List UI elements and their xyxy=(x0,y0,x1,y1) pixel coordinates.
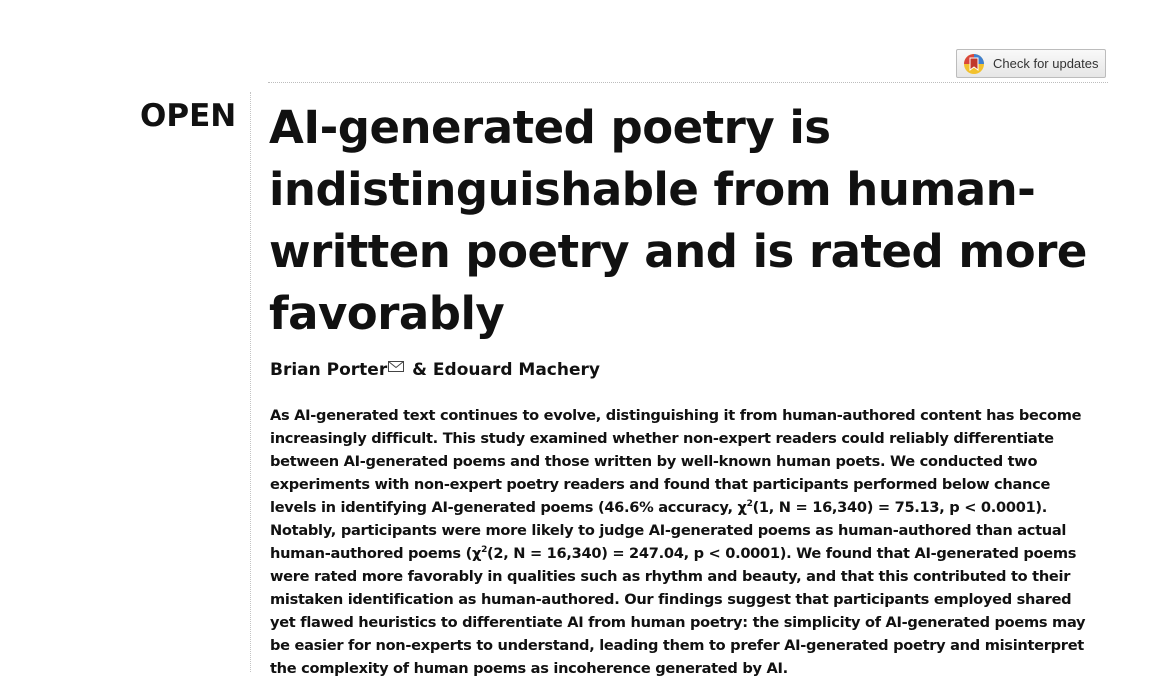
abstract-line: Notably, participants were more likely to judge AI-generated poems as human-authored than actual xyxy=(270,522,1067,539)
abstract-line xyxy=(270,542,1110,565)
check-for-updates-icon xyxy=(963,53,985,75)
title-line: indistinguishable from human- xyxy=(269,163,1036,216)
article-title xyxy=(269,97,1129,345)
abstract-line xyxy=(270,496,1110,519)
abstract-text: human-authored poems (χ xyxy=(270,545,482,562)
abstract-line: be easier for non-experts to understand, leading them to prefer AI-generated poetry and misinterpret xyxy=(270,637,1084,654)
author-list xyxy=(270,360,600,380)
abstract-text: levels in identifying AI-generated poems (46.6% accuracy, χ xyxy=(270,499,747,516)
envelope-icon[interactable] xyxy=(388,361,404,372)
abstract-line: were rated more favorably in qualities such as rhythm and beauty, and that this contributed to their xyxy=(270,568,1071,585)
superscript: 2 xyxy=(746,499,753,510)
margin-divider xyxy=(250,92,251,672)
abstract-line: mistaken identification as human-authored. Our findings suggest that participants employed shared xyxy=(270,591,1072,608)
superscript: 2 xyxy=(481,545,488,556)
author-edouard-machery[interactable]: Edouard Machery xyxy=(432,360,600,380)
header-divider xyxy=(268,82,1108,83)
title-line: AI-generated poetry is xyxy=(269,101,831,154)
abstract xyxy=(270,404,1110,680)
check-for-updates-label: Check for updates xyxy=(993,56,1099,71)
author-separator: & xyxy=(406,360,433,380)
title-line: favorably xyxy=(269,287,505,340)
abstract-text: (2, N = 16,340) = 247.04, p < 0.0001). We found that AI-generated poems xyxy=(487,545,1077,562)
abstract-line: the complexity of human poems as incoherence generated by AI. xyxy=(270,660,788,677)
abstract-line: between AI-generated poems and those written by well-known human poets. We conducted two xyxy=(270,453,1038,470)
title-line: written poetry and is rated more xyxy=(269,225,1087,278)
abstract-line: yet flawed heuristics to differentiate AI from human poetry: the simplicity of AI-generated poems may xyxy=(270,614,1086,631)
check-for-updates-button[interactable] xyxy=(956,49,1106,78)
abstract-line: experiments with non-expert poetry readers and found that participants performed below chance xyxy=(270,476,1051,493)
abstract-line: increasingly difficult. This study examined whether non-expert readers could reliably differentiate xyxy=(270,430,1054,447)
abstract-line: As AI-generated text continues to evolve, distinguishing it from human-authored content has become xyxy=(270,407,1082,424)
abstract-text: (1, N = 16,340) = 75.13, p < 0.0001). xyxy=(752,499,1048,516)
author-brian-porter[interactable]: Brian Porter xyxy=(270,360,388,380)
open-access-label: OPEN xyxy=(140,98,237,134)
